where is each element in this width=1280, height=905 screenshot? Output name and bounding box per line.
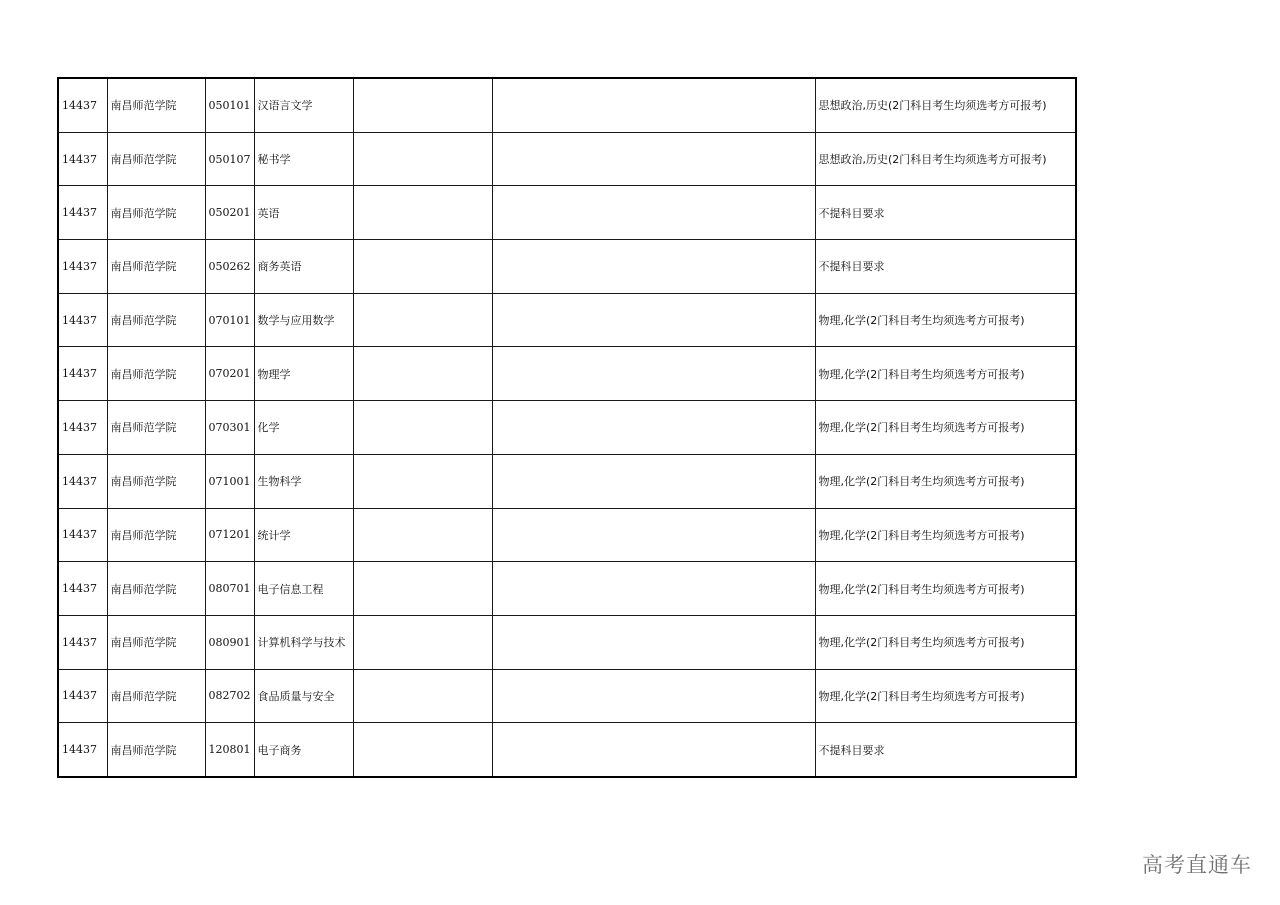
cell-major-name: 食品质量与安全 [254,669,353,723]
cell-empty-6 [492,401,815,455]
cell-empty-5 [353,347,492,401]
table-row [58,454,1076,508]
cell-subject-requirement: 物理,化学(2门科目考生均须选考方可报考) [815,508,1076,562]
cell-subject-requirement: 物理,化学(2门科目考生均须选考方可报考) [815,615,1076,669]
cell-major-code: 080701 [205,562,254,616]
cell-school-code: 14437 [58,347,107,401]
cell-major-name: 电子信息工程 [254,562,353,616]
cell-empty-5 [353,401,492,455]
cell-major-code: 050101 [205,78,254,132]
cell-major-code: 070301 [205,401,254,455]
table-row [58,78,1076,132]
cell-major-code: 071201 [205,508,254,562]
cell-empty-5 [353,186,492,240]
cell-major-name: 商务英语 [254,240,353,294]
cell-major-name: 生物科学 [254,454,353,508]
cell-empty-6 [492,508,815,562]
cell-school-code: 14437 [58,454,107,508]
watermark-text: 高考直通车 [1142,853,1252,877]
cell-empty-6 [492,562,815,616]
cell-major-name: 电子商务 [254,723,353,777]
cell-subject-requirement: 不提科目要求 [815,186,1076,240]
cell-school-name: 南昌师范学院 [107,562,205,616]
cell-empty-6 [492,240,815,294]
cell-school-code: 14437 [58,78,107,132]
cell-empty-6 [492,186,815,240]
cell-school-code: 14437 [58,508,107,562]
cell-major-code: 080901 [205,615,254,669]
cell-major-code: 050107 [205,132,254,186]
cell-school-code: 14437 [58,293,107,347]
cell-subject-requirement: 物理,化学(2门科目考生均须选考方可报考) [815,562,1076,616]
cell-empty-5 [353,615,492,669]
cell-school-code: 14437 [58,401,107,455]
cell-subject-requirement: 物理,化学(2门科目考生均须选考方可报考) [815,454,1076,508]
cell-school-name: 南昌师范学院 [107,293,205,347]
cell-empty-5 [353,240,492,294]
cell-major-name: 计算机科学与技术 [254,615,353,669]
cell-school-name: 南昌师范学院 [107,669,205,723]
cell-major-name: 秘书学 [254,132,353,186]
cell-school-name: 南昌师范学院 [107,508,205,562]
cell-school-code: 14437 [58,723,107,777]
cell-major-name: 英语 [254,186,353,240]
cell-major-name: 数学与应用数学 [254,293,353,347]
requirements-table [57,77,1077,778]
cell-major-code: 071001 [205,454,254,508]
cell-major-code: 070201 [205,347,254,401]
cell-school-code: 14437 [58,615,107,669]
table-row [58,723,1076,777]
cell-major-name: 化学 [254,401,353,455]
table-row [58,293,1076,347]
cell-empty-6 [492,78,815,132]
cell-school-name: 南昌师范学院 [107,78,205,132]
cell-school-code: 14437 [58,240,107,294]
table-row [58,669,1076,723]
cell-school-name: 南昌师范学院 [107,240,205,294]
cell-school-name: 南昌师范学院 [107,401,205,455]
cell-major-code: 050262 [205,240,254,294]
cell-empty-5 [353,293,492,347]
cell-empty-5 [353,78,492,132]
cell-empty-5 [353,723,492,777]
cell-empty-6 [492,132,815,186]
cell-school-code: 14437 [58,669,107,723]
cell-school-name: 南昌师范学院 [107,186,205,240]
cell-subject-requirement: 物理,化学(2门科目考生均须选考方可报考) [815,293,1076,347]
cell-empty-6 [492,293,815,347]
table-row [58,508,1076,562]
cell-major-code: 050201 [205,186,254,240]
cell-empty-6 [492,454,815,508]
cell-school-name: 南昌师范学院 [107,615,205,669]
cell-empty-5 [353,669,492,723]
table-row [58,240,1076,294]
cell-subject-requirement: 物理,化学(2门科目考生均须选考方可报考) [815,401,1076,455]
cell-major-name: 统计学 [254,508,353,562]
cell-subject-requirement: 不提科目要求 [815,723,1076,777]
cell-major-code: 070101 [205,293,254,347]
table-row [58,186,1076,240]
cell-school-name: 南昌师范学院 [107,723,205,777]
cell-school-name: 南昌师范学院 [107,132,205,186]
cell-empty-5 [353,508,492,562]
cell-major-name: 物理学 [254,347,353,401]
cell-major-code: 120801 [205,723,254,777]
table-row [58,132,1076,186]
table-body [58,78,1076,777]
cell-empty-6 [492,723,815,777]
cell-school-name: 南昌师范学院 [107,454,205,508]
cell-empty-5 [353,562,492,616]
cell-subject-requirement: 物理,化学(2门科目考生均须选考方可报考) [815,347,1076,401]
cell-subject-requirement: 物理,化学(2门科目考生均须选考方可报考) [815,669,1076,723]
cell-subject-requirement: 思想政治,历史(2门科目考生均须选考方可报考) [815,78,1076,132]
cell-empty-6 [492,347,815,401]
cell-school-code: 14437 [58,562,107,616]
cell-major-name: 汉语言文学 [254,78,353,132]
cell-empty-5 [353,132,492,186]
cell-major-code: 082702 [205,669,254,723]
cell-empty-6 [492,669,815,723]
table-row [58,401,1076,455]
cell-subject-requirement: 思想政治,历史(2门科目考生均须选考方可报考) [815,132,1076,186]
cell-school-name: 南昌师范学院 [107,347,205,401]
table-row [58,347,1076,401]
cell-empty-6 [492,615,815,669]
cell-school-code: 14437 [58,132,107,186]
table-row [58,562,1076,616]
table-row [58,615,1076,669]
cell-school-code: 14437 [58,186,107,240]
cell-empty-5 [353,454,492,508]
cell-subject-requirement: 不提科目要求 [815,240,1076,294]
